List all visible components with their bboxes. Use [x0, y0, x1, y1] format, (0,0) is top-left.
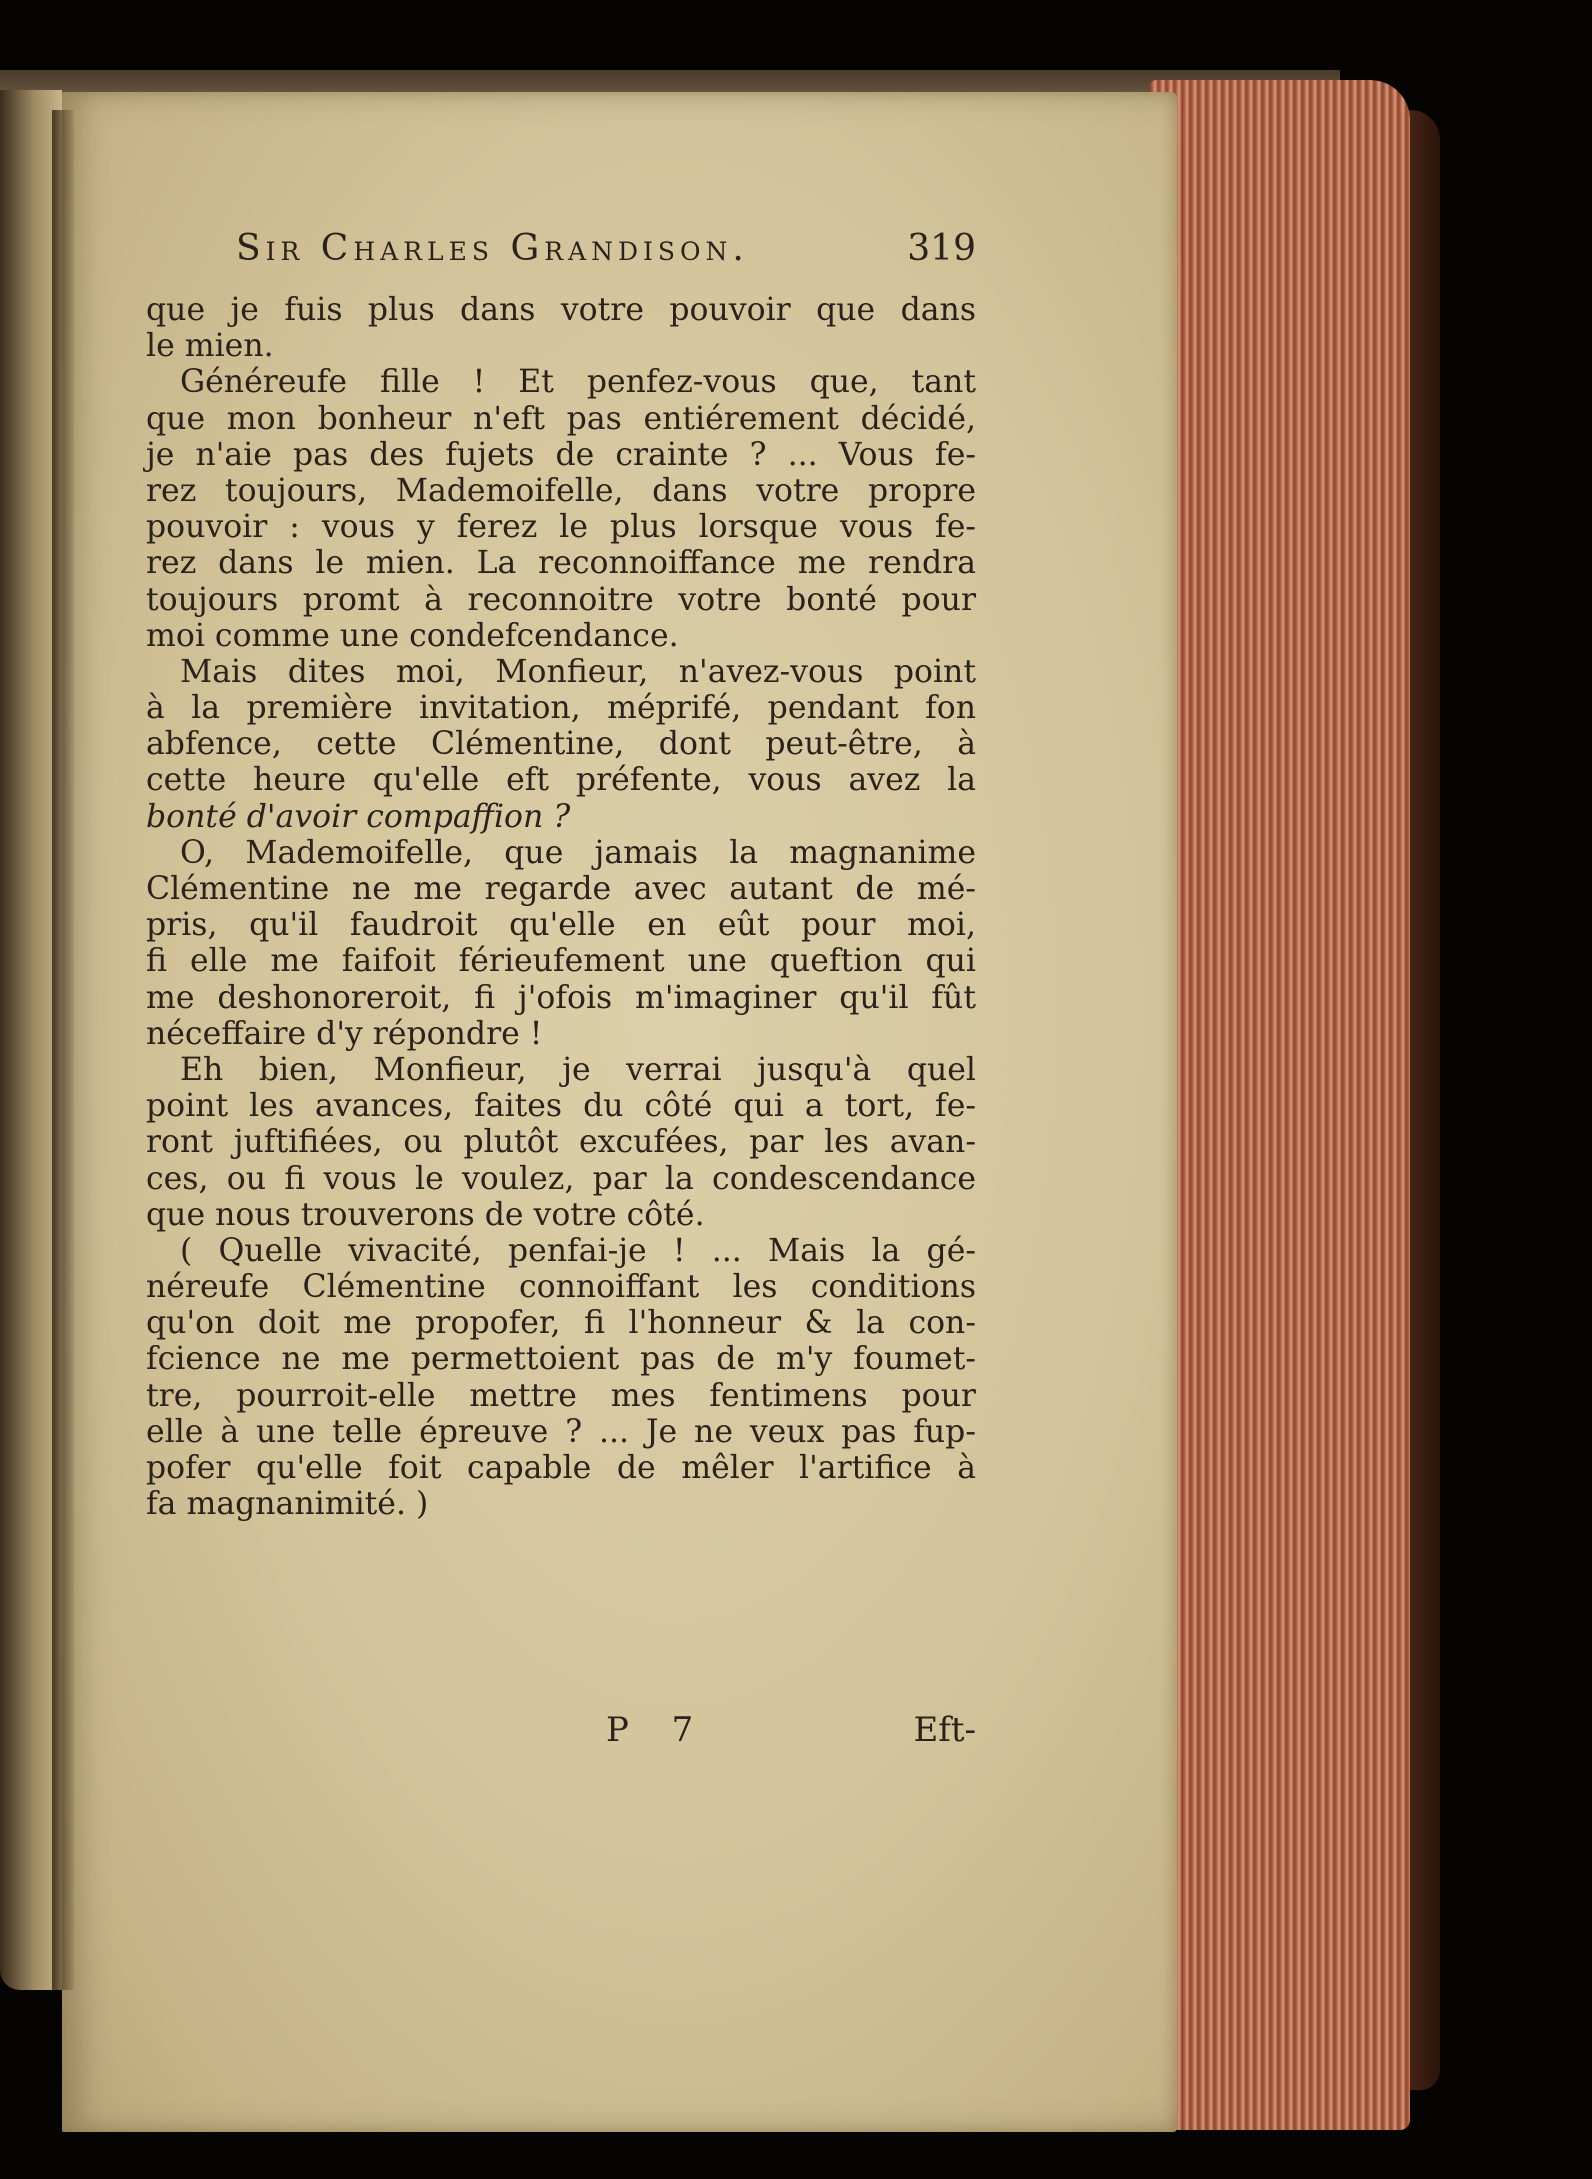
text-line: pouvoir : vous y ferez le plus lorsque vous fe- — [146, 509, 976, 546]
text-line: ront juftifiées, ou plutôt excufées, par les avan- — [146, 1124, 976, 1161]
text-line: ( Quelle vivacité, penfai-je ! ... Mais la gé- — [180, 1232, 976, 1269]
page-edges — [1150, 80, 1410, 2130]
text-line: toujours promt à reconnoitre votre bonté pour — [146, 581, 976, 618]
text-line: qu'on doit me propofer, fi l'honneur & la con- — [146, 1305, 976, 1342]
text-line: néceffaire d'y répondre ! — [146, 1015, 543, 1052]
text-line: Généreufe fille ! Et penfez-vous que, tant — [180, 364, 976, 401]
text-line: rez dans le mien. La reconnoiffance me rendra — [146, 545, 976, 582]
text-line: rez toujours, Mademoifelle, dans votre propre — [146, 472, 976, 509]
text-line: pofer qu'elle foit capable de mêler l'artifice à — [146, 1450, 976, 1486]
text-line: elle à une telle épreuve ? ... Je ne veux pas fup- — [146, 1413, 976, 1450]
text-line: O, Mademoifelle, que jamais la magnanime — [180, 834, 976, 871]
text-line: que mon bonheur n'eft pas entiérement décidé, — [146, 400, 976, 437]
text-line: tre, pourroit-elle mettre mes fentimens pour — [146, 1377, 976, 1414]
text-line: fcience ne me permettoient pas de m'y foumet- — [146, 1341, 976, 1378]
page-footer — [146, 1710, 976, 1760]
text-line: que nous trouverons de votre côté. — [146, 1196, 705, 1233]
text-line: abfence, cette Clémentine, dont peut-être, à — [146, 726, 976, 763]
text-line: bonté d'avoir compaffion ? — [146, 798, 571, 835]
catchword: Eft- — [913, 1710, 976, 1750]
spine-shadow — [52, 110, 74, 1990]
text-line: que je fuis plus dans votre pouvoir que dans — [146, 292, 976, 328]
text-line: Mais dites moi, Monfieur, n'avez-vous point — [180, 653, 976, 690]
page-body-text — [146, 292, 976, 1522]
text-line: moi comme une condefcendance. — [146, 617, 679, 654]
text-line: le mien. — [146, 328, 274, 365]
text-line: cette heure qu'elle eft préfente, vous avez la — [146, 762, 976, 799]
signature-mark: P 7 — [606, 1710, 710, 1750]
text-line: à la première invitation, méprifé, pendant fon — [146, 690, 976, 727]
text-line: je n'aie pas des fujets de crainte ? ... Vous fe- — [146, 436, 976, 473]
running-head — [236, 228, 976, 288]
text-line: pris, qu'il faudroit qu'elle en eût pour moi, — [146, 907, 976, 944]
text-line: Clémentine ne me regarde avec autant de mé- — [146, 871, 976, 907]
text-line: néreufe Clémentine connoiffant les conditions — [146, 1269, 976, 1306]
text-line: me deshonoreroit, fi j'ofois m'imaginer qu'il fût — [146, 979, 976, 1016]
text-line: ces, ou fi vous le voulez, par la condescendance — [146, 1160, 976, 1197]
text-line: point les avances, faites du côté qui a tort, fe- — [146, 1088, 976, 1125]
text-line: Eh bien, Monfieur, je verrai jusqu'à quel — [180, 1051, 976, 1088]
text-line: fi elle me faifoit férieufement une queftion qui — [146, 943, 976, 980]
text-line: fa magnanimité. ) — [146, 1486, 429, 1523]
page-number: 319 — [907, 228, 976, 269]
running-title: Sir Charles Grandison. — [236, 228, 749, 269]
